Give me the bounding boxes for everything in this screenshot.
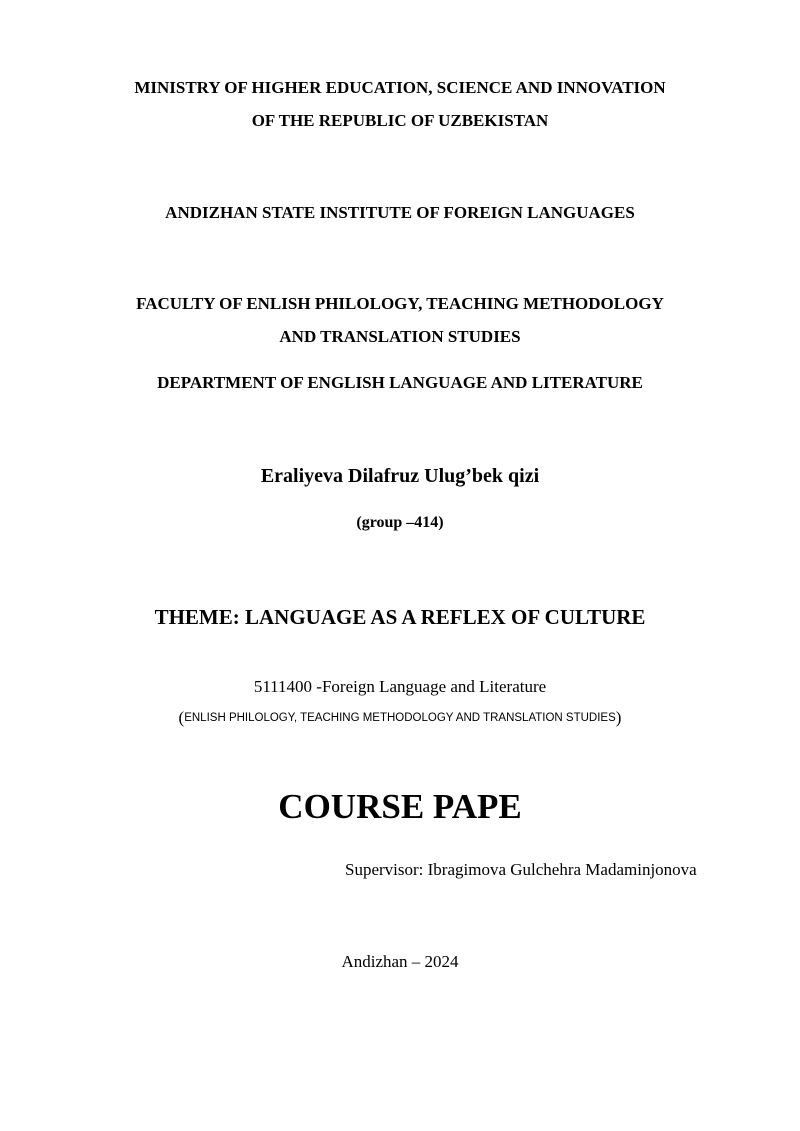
document-type: COURSE PAPE xyxy=(278,787,522,826)
theme-title: THEME: LANGUAGE AS A REFLEX OF CULTURE xyxy=(154,605,646,629)
place-year: Andizhan – 2024 xyxy=(341,952,459,971)
student-group: (group –414) xyxy=(356,514,444,531)
supervisor: Supervisor: Ibragimova Gulchehra Madaminjonova xyxy=(345,860,697,879)
specialty-code: 5111400 -Foreign Language and Literature xyxy=(253,677,547,696)
specialty-detail: ENLISH PHILOLOGY, TEACHING METHODOLOGY AND TRANSLATION STUDIES xyxy=(184,712,616,724)
open-paren: ( xyxy=(178,708,185,727)
ministry-line-2: OF THE REPUBLIC OF UZBEKISTAN xyxy=(251,111,549,130)
close-paren: ) xyxy=(615,708,622,727)
ministry-line-1: MINISTRY OF HIGHER EDUCATION, SCIENCE AND INNOVATION xyxy=(134,78,666,97)
specialty-detail-line xyxy=(0,709,800,726)
student-name: Eraliyeva Dilafruz Ulug’bek qizi xyxy=(260,465,540,487)
faculty-line-2: AND TRANSLATION STUDIES xyxy=(279,327,521,346)
institute-name: ANDIZHAN STATE INSTITUTE OF FOREIGN LANGUAGES xyxy=(165,203,635,222)
department-name: DEPARTMENT OF ENGLISH LANGUAGE AND LITERATURE xyxy=(157,373,643,392)
faculty-line-1: FACULTY OF ENLISH PHILOLOGY, TEACHING METHODOLOGY xyxy=(136,294,664,313)
